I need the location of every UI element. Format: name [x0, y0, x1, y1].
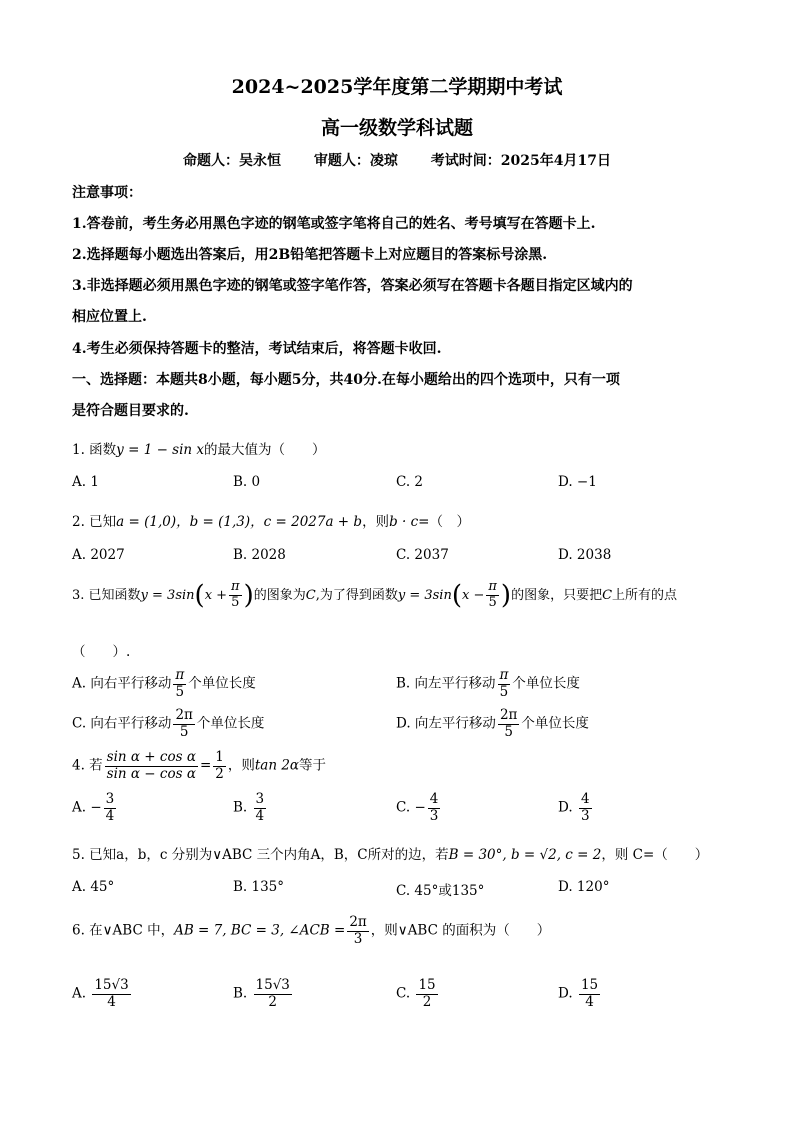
q4-main-frac: [105, 750, 198, 782]
option-label: B.: [233, 799, 248, 816]
q3-option-c: [72, 708, 264, 740]
frac-den: 5: [488, 594, 497, 610]
q3-option-b: [396, 668, 580, 700]
q6-prefix: 6. 在∨ABC 中，: [72, 922, 175, 939]
frac-num: 15√3: [255, 977, 290, 993]
option-frac: [579, 978, 600, 1010]
frac-num: 3: [255, 791, 265, 807]
frac-num: 15: [418, 977, 436, 993]
right-paren: ): [500, 580, 512, 611]
option-label: D.: [558, 799, 573, 816]
q5-option-b: B. 135°: [233, 879, 285, 895]
frac-den: 3: [429, 807, 439, 824]
q5-text: 5. 已知a，b，c 分别为∨ABC 三个内角A，B，C所对的边，若: [72, 847, 449, 863]
frac-den: 5: [179, 723, 189, 740]
q2-formula: a = (1,0)，b = (1,3)，c = 2027a + b: [116, 514, 363, 530]
frac-num: 1: [215, 749, 224, 765]
exam-time-label: 考试时间：2025年4月17日: [430, 153, 611, 169]
q6-angle-frac: [347, 915, 368, 947]
frac-den: 5: [504, 723, 513, 740]
q3-prefix: 3. 已知函数: [72, 587, 141, 603]
frac-den: 4: [255, 807, 265, 824]
frac-den: 2: [215, 765, 224, 782]
q4-option-a: [72, 792, 118, 824]
q3-f1-inner: x +: [204, 587, 228, 603]
right-paren: ): [243, 580, 254, 611]
option-label: C.: [396, 799, 411, 816]
q2-option-b: B. 2028: [233, 547, 286, 563]
q3-suffix: 的图象，只要把: [511, 587, 603, 603]
q4-option-d: [558, 792, 594, 824]
q3-mid2: ,为了得到函数: [315, 587, 398, 603]
frac-num: π: [499, 667, 509, 683]
frac-den: 4: [107, 993, 116, 1010]
option-sign: −: [90, 799, 102, 816]
notice-item-3-cont: 相应位置上.: [72, 309, 147, 325]
option-frac: [254, 792, 267, 824]
frac-num: sin α + cos α: [106, 749, 196, 765]
q6-formula: AB = 7, BC = 3, ∠ACB =: [174, 922, 346, 939]
question-5: [72, 843, 708, 863]
q3-option-b-label: B. 向左平行移动: [396, 675, 496, 692]
q1-formula: y = 1 − sin x: [116, 442, 205, 458]
q3-mid: 的图象为: [253, 587, 306, 603]
q1-option-d: D. −1: [558, 474, 597, 490]
notice-item-4: 4.考生必须保持答题卡的整洁，考试结束后，将答题卡收回.: [72, 341, 442, 357]
exam-subtitle: 高一级数学科试题: [320, 117, 473, 139]
option-sign: −: [414, 799, 426, 816]
option-label: A.: [72, 985, 87, 1002]
q2-option-d: D. 2038: [558, 547, 612, 563]
frac-num: 4: [429, 791, 439, 807]
q3-pi-over-5-b: [486, 580, 499, 611]
q3-option-a-post: 个单位长度: [188, 675, 256, 692]
question-3: [72, 580, 677, 611]
frac-den: 5: [231, 594, 240, 610]
q3-option-d-label: D. 向左平行移动: [396, 715, 496, 732]
option-frac: [416, 978, 437, 1010]
frac-den: 3: [353, 930, 363, 947]
reviewer-label: 审题人：凌琼: [313, 153, 398, 169]
q3-option-b-post: 个单位长度: [512, 675, 580, 692]
frac-den: 5: [499, 683, 509, 700]
question-2: [72, 510, 470, 530]
q2-option-c: C. 2037: [396, 547, 449, 563]
q5-suffix: ，则 C=（ ）: [601, 847, 709, 863]
q4-option-b: [233, 792, 268, 824]
q4-equals: =: [199, 757, 212, 774]
option-label: D.: [558, 985, 573, 1002]
q3-option-c-frac: [173, 708, 194, 740]
setter-label: 命题人：吴永恒: [183, 153, 282, 169]
q3-c: C: [305, 587, 316, 603]
q2-formula-2: b · c: [389, 514, 419, 530]
q3-f2: y = 3sin: [397, 587, 452, 603]
q3-f2-inner: x −: [462, 587, 485, 603]
option-frac: [579, 792, 592, 824]
option-label: A.: [72, 799, 87, 816]
q1-suffix: 的最大值为（ ）: [204, 442, 326, 458]
frac-den: 3: [580, 807, 590, 824]
q3-answer-paren: （ ）.: [72, 644, 131, 660]
q6-option-c: [396, 978, 440, 1010]
q6-option-b: [233, 978, 294, 1010]
exam-title: 2024~2025学年度第二学期期中考试: [231, 76, 563, 98]
q3-c-2: C: [602, 587, 613, 603]
q3-option-a: [72, 668, 256, 700]
frac-den: 4: [585, 993, 594, 1010]
q3-option-d-frac: [498, 708, 519, 740]
frac-den: 5: [175, 683, 185, 700]
q3-option-a-label: A. 向右平行移动: [72, 675, 172, 692]
frac-den: 4: [105, 807, 115, 824]
q3-option-d: [396, 708, 589, 740]
frac-num: π: [488, 579, 497, 594]
frac-num: 4: [580, 791, 590, 807]
frac-num: 15√3: [94, 977, 129, 993]
question-6: [72, 915, 550, 947]
frac-den: 2: [422, 993, 432, 1010]
q3-f1: y = 3sin: [140, 587, 195, 603]
frac-num: π: [231, 579, 240, 594]
notice-item-3: 3.非选择题必须用黑色字迹的钢笔或签字笔作答，答案必须写在答题卡各题目指定区域内的: [72, 278, 633, 294]
left-paren: (: [194, 580, 205, 611]
q1-option-a: A. 1: [72, 474, 99, 490]
q6-option-d: [558, 978, 602, 1010]
q4-option-c: [396, 792, 442, 824]
left-paren: (: [451, 580, 462, 611]
q3-option-b-frac: [498, 668, 511, 700]
q5-formula: B = 30°, b = √2, c = 2: [448, 847, 602, 863]
option-label: B.: [233, 985, 248, 1002]
frac-num: π: [175, 667, 185, 683]
q2-suffix: =（ ）: [418, 514, 470, 530]
option-frac: [254, 978, 292, 1010]
option-label: C.: [396, 985, 411, 1002]
notice-item-1: 1.答卷前，考生务必用黑色字迹的钢笔或签字笔将自己的姓名、考号填写在答题卡上.: [72, 216, 596, 232]
q4-half: [213, 750, 226, 782]
q1-option-b: B. 0: [233, 474, 261, 490]
question-4: [72, 750, 326, 782]
q1-prefix: 1. 函数: [72, 442, 117, 458]
option-frac: [428, 792, 441, 824]
notice-item-2: 2.选择题每小题选出答案后，用2B铅笔把答题卡上对应题目的答案标号涂黑.: [72, 247, 548, 263]
q2-prefix: 2. 已知: [72, 514, 117, 530]
section-heading-cont: 是符合题目要求的.: [72, 403, 189, 419]
q4-suffix: ，则: [227, 757, 255, 774]
q1-option-c: C. 2: [396, 474, 424, 490]
option-frac: [104, 792, 117, 824]
q3-option-c-label: C. 向右平行移动: [72, 715, 172, 732]
q5-option-c: C. 45°或135°: [396, 883, 485, 899]
frac-num: 15: [580, 977, 599, 993]
frac-num: 3: [105, 791, 115, 807]
frac-num: 2π: [499, 707, 518, 723]
question-1: [72, 438, 326, 458]
option-frac: [92, 978, 130, 1010]
frac-den: sin α − cos α: [106, 765, 196, 782]
q4-tan: tan 2α: [254, 757, 300, 774]
q5-option-a: A. 45°: [72, 879, 115, 895]
q5-option-d: D. 120°: [558, 879, 610, 895]
q3-suffix2: 上所有的点: [612, 587, 678, 603]
frac-num: 2π: [349, 914, 367, 930]
frac-den: 2: [268, 993, 277, 1010]
q2-mid: ，则: [362, 514, 390, 530]
q6-suffix: ，则∨ABC 的面积为（ ）: [370, 922, 551, 939]
q6-option-a: [72, 978, 133, 1010]
q3-option-d-post: 个单位长度: [521, 715, 589, 732]
frac-num: 2π: [175, 707, 193, 723]
q4-prefix: 4. 若: [72, 757, 103, 774]
q2-option-a: A. 2027: [72, 547, 125, 563]
notice-heading: 注意事项：: [72, 185, 142, 201]
section-heading: 一、选择题：本题共8小题，每小题5分，共40分.在每小题给出的四个选项中，只有一项: [72, 372, 620, 388]
q4-suffix2: 等于: [299, 757, 327, 774]
exam-meta: [0, 150, 794, 170]
q3-option-a-frac: [173, 668, 186, 700]
q3-pi-over-5: [229, 580, 242, 611]
q3-option-c-post: 个单位长度: [196, 715, 265, 732]
